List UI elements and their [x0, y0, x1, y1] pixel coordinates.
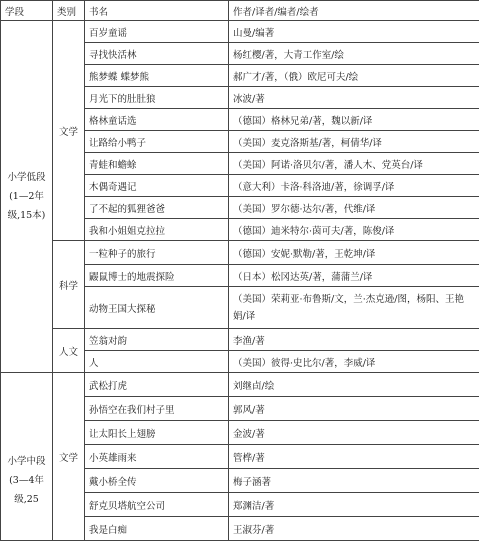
book-title: 舒克贝塔航空公司	[85, 493, 229, 517]
header-title: 书名	[85, 1, 229, 21]
book-title: 了不起的狐狸爸爸	[85, 197, 229, 219]
book-title: 青蛙和蟾蜍	[85, 153, 229, 175]
book-title: 一粒种子的旅行	[85, 241, 229, 265]
category-cell: 人文	[53, 329, 85, 373]
book-author: 金波/著	[229, 421, 479, 445]
header-row	[1, 1, 479, 21]
header-stage: 学段	[1, 1, 53, 21]
stage-cell: 小学中段(3—4年级,25	[1, 373, 53, 541]
book-title: 格林童话选	[85, 109, 229, 131]
book-title: 我和小姐姐克拉拉	[85, 219, 229, 241]
stage-cell: 小学低段(1—2年级,15本)	[1, 21, 53, 373]
book-title: 寻找快活林	[85, 43, 229, 65]
book-title: 动物王国大探秘	[85, 287, 229, 329]
category-cell: 科学	[53, 241, 85, 329]
book-title: 鼹鼠博士的地震探险	[85, 265, 229, 287]
book-author: （意大利）卡洛·科洛迪/著，徐调孚/译	[229, 175, 479, 197]
book-title: 我是白痴	[85, 517, 229, 541]
category-cell: 文学	[53, 21, 85, 241]
table-row	[1, 241, 479, 265]
book-author: 王淑芬/著	[229, 517, 479, 541]
book-author: （美国）彼得·史比尔/著，李威/译	[229, 351, 479, 373]
book-author: （美国）阿诺·洛贝尔/著，潘人木、党英台/译	[229, 153, 479, 175]
book-title: 人	[85, 351, 229, 373]
book-author: 管桦/著	[229, 445, 479, 469]
book-author: （美国）罗尔德·达尔/著，代维/译	[229, 197, 479, 219]
table-row	[1, 21, 479, 43]
table-row	[1, 373, 479, 397]
book-author: 李渔/著	[229, 329, 479, 351]
header-author: 作者/译者/编者/绘者	[229, 1, 479, 21]
table-row	[1, 329, 479, 351]
book-author: 刘继卣/绘	[229, 373, 479, 397]
book-title: 让太阳长上翅膀	[85, 421, 229, 445]
book-title: 木偶奇遇记	[85, 175, 229, 197]
book-title: 孙悟空在我们村子里	[85, 397, 229, 421]
book-title: 百岁童谣	[85, 21, 229, 43]
book-author: （美国）荣莉亚·布鲁斯/文，兰·杰克逊/图，杨阳、王艳娟/译	[229, 287, 479, 329]
book-title: 月光下的肚肚狼	[85, 87, 229, 109]
book-author: （日本）松冈达英/著，蒲蒲兰/译	[229, 265, 479, 287]
category-cell: 文学	[53, 373, 85, 541]
book-author: （德国）迪米特尔·茵可夫/著，陈俊/译	[229, 219, 479, 241]
book-author: （德国）格林兄弟/著，魏以新/译	[229, 109, 479, 131]
header-category: 类别	[53, 1, 85, 21]
book-author: 山曼/编著	[229, 21, 479, 43]
book-author: 杨红樱/著，大青工作室/绘	[229, 43, 479, 65]
book-author: 郑渊洁/著	[229, 493, 479, 517]
book-title: 笠翁对韵	[85, 329, 229, 351]
book-author: （德国）安妮·默勒/著，王乾坤/译	[229, 241, 479, 265]
book-author: 郭风/著	[229, 397, 479, 421]
book-author: （美国）麦克洛斯基/著，柯倩华/译	[229, 131, 479, 153]
book-title: 戴小桥全传	[85, 469, 229, 493]
book-author: 郝广才/著，（俄）欧尼可夫/绘	[229, 65, 479, 87]
book-title: 熊梦蝶 蝶梦熊	[85, 65, 229, 87]
book-title: 让路给小鸭子	[85, 131, 229, 153]
book-title: 武松打虎	[85, 373, 229, 397]
book-author: 冰波/著	[229, 87, 479, 109]
book-author: 梅子涵著	[229, 469, 479, 493]
book-title: 小英雄雨来	[85, 445, 229, 469]
